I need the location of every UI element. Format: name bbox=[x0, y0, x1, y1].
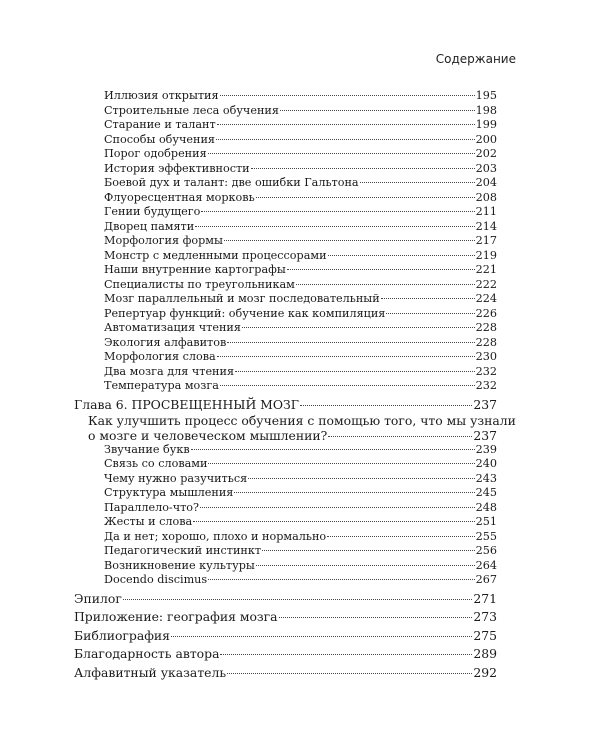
toc-entry-title: Боевой дух и талант: две ошибки Гальтона bbox=[104, 176, 359, 189]
dot-leader bbox=[327, 536, 474, 537]
toc-entry-title: Звучание букв bbox=[104, 442, 190, 456]
toc-entry[interactable] bbox=[0, 350, 600, 365]
dot-leader bbox=[208, 153, 475, 154]
toc-entry-title: Способы обучения bbox=[104, 132, 215, 146]
toc-entry[interactable] bbox=[0, 559, 600, 574]
dot-leader bbox=[242, 327, 475, 328]
toc-entry-title: Наши внутренние картографы bbox=[104, 263, 286, 276]
toc-entry-title: Иллюзия открытия bbox=[104, 89, 219, 102]
table-of-contents bbox=[0, 89, 600, 682]
toc-entry-page: 219 bbox=[475, 248, 497, 262]
toc-entry[interactable] bbox=[0, 234, 600, 249]
toc-entry-title: Благодарность автора bbox=[74, 646, 220, 661]
dot-leader bbox=[280, 110, 475, 111]
toc-entry-page: 211 bbox=[475, 205, 497, 218]
toc-entry-page: 228 bbox=[475, 335, 497, 349]
toc-entry-page: 240 bbox=[475, 457, 497, 470]
toc-entry-title: Мозг параллельный и мозг последовательный bbox=[104, 292, 380, 305]
toc-entry[interactable] bbox=[0, 573, 600, 588]
dot-leader bbox=[123, 599, 473, 600]
toc-chapter-intro-entry[interactable] bbox=[0, 413, 600, 443]
dot-leader bbox=[248, 478, 474, 479]
toc-entry[interactable] bbox=[0, 321, 600, 336]
toc-entry-title: Эпилог bbox=[74, 590, 122, 606]
toc-entry-page: 275 bbox=[473, 627, 497, 643]
toc-entry-page: 271 bbox=[473, 590, 497, 606]
dot-leader bbox=[227, 673, 472, 674]
toc-entry-page: 273 bbox=[473, 609, 497, 624]
toc-entry[interactable] bbox=[0, 263, 600, 278]
dot-leader bbox=[386, 313, 474, 314]
toc-entry-title: Монстр с медленными процессорами bbox=[104, 248, 327, 262]
dot-leader bbox=[279, 617, 473, 618]
dot-leader bbox=[287, 269, 475, 270]
toc-entry-title: Репертуар функций: обучение как компиляция bbox=[104, 306, 386, 320]
toc-entry-page: 208 bbox=[475, 190, 497, 204]
toc-entry[interactable] bbox=[0, 162, 600, 177]
toc-entry[interactable] bbox=[0, 664, 600, 683]
toc-entry-title: Строительные леса обучения bbox=[104, 103, 279, 117]
toc-entry-title: Дворец памяти bbox=[104, 219, 195, 233]
toc-entry-page: 222 bbox=[475, 277, 497, 291]
toc-entry-title: Флуоресцентная морковь bbox=[104, 190, 255, 204]
toc-entry[interactable] bbox=[0, 147, 600, 162]
toc-chapter-entry[interactable] bbox=[0, 396, 600, 413]
toc-entry-page: 237 bbox=[473, 396, 497, 412]
running-head: Содержание bbox=[435, 52, 516, 66]
toc-entry[interactable] bbox=[0, 486, 600, 501]
dot-leader bbox=[262, 550, 475, 551]
toc-entry-page: 289 bbox=[473, 646, 497, 661]
toc-entry[interactable] bbox=[0, 544, 600, 559]
toc-entry-title: Параллело-что? bbox=[104, 500, 200, 514]
toc-entry[interactable] bbox=[0, 176, 600, 191]
toc-entry-title: Педагогический инстинкт bbox=[104, 544, 262, 557]
toc-entry-title: Алфавитный указатель bbox=[74, 664, 227, 680]
toc-entry[interactable] bbox=[0, 443, 600, 458]
toc-entry-title: Старание и талант bbox=[104, 118, 216, 131]
dot-leader bbox=[216, 139, 475, 140]
toc-entry-page: 217 bbox=[475, 234, 497, 247]
dot-leader bbox=[300, 405, 472, 406]
toc-entry-page: 255 bbox=[475, 529, 497, 543]
toc-entry[interactable] bbox=[0, 249, 600, 264]
toc-entry-title: Жесты и слова bbox=[104, 515, 193, 528]
toc-entry[interactable] bbox=[0, 645, 600, 664]
toc-entry-page: 195 bbox=[475, 89, 497, 102]
toc-entry-title: Глава 6. ПРОСВЕЩЕННЫЙ МОЗГ bbox=[74, 396, 299, 412]
toc-entry-title-line2: о мозге и человеческом мышлении? bbox=[88, 427, 328, 443]
toc-entry[interactable] bbox=[0, 379, 600, 394]
dot-leader bbox=[256, 197, 475, 198]
toc-entry[interactable] bbox=[0, 292, 600, 307]
toc-entry[interactable] bbox=[0, 365, 600, 380]
toc-entry-title: Два мозга для чтения bbox=[104, 364, 235, 378]
dot-leader bbox=[256, 565, 475, 566]
toc-entry-page: 230 bbox=[475, 350, 497, 363]
dot-leader bbox=[234, 492, 474, 493]
toc-entry-title: Связь со словами bbox=[104, 457, 208, 470]
toc-entry-page: 200 bbox=[475, 132, 497, 146]
toc-entry-title: Гении будущего bbox=[104, 205, 201, 218]
dot-leader bbox=[224, 240, 475, 241]
dot-leader bbox=[200, 507, 475, 508]
toc-entry-title-line1: Как улучшить процесс обучения с помощью того, что мы узнали bbox=[88, 412, 516, 428]
toc-entry-title: Docendo discimus bbox=[104, 573, 208, 586]
toc-section-list bbox=[0, 443, 600, 588]
toc-entry-title: Морфология слова bbox=[104, 350, 216, 363]
toc-entry-page: 248 bbox=[475, 500, 497, 514]
dot-leader bbox=[217, 356, 475, 357]
toc-entry-title: История эффективности bbox=[104, 161, 250, 175]
toc-entry-page: 243 bbox=[475, 471, 497, 485]
toc-entry[interactable] bbox=[0, 472, 600, 487]
dot-leader bbox=[235, 371, 475, 372]
toc-entry[interactable] bbox=[0, 220, 600, 235]
toc-entry-page: 267 bbox=[475, 573, 497, 586]
dot-leader bbox=[193, 521, 474, 522]
dot-leader bbox=[220, 95, 475, 96]
toc-entry-page: 232 bbox=[475, 364, 497, 378]
dot-leader bbox=[360, 182, 475, 183]
toc-entry-title: Библиография bbox=[74, 627, 170, 643]
toc-entry-title: Приложение: география мозга bbox=[74, 609, 278, 624]
dot-leader bbox=[227, 342, 474, 343]
dot-leader bbox=[191, 449, 475, 450]
dot-leader bbox=[220, 385, 475, 386]
toc-entry-page: 264 bbox=[475, 558, 497, 572]
toc-entry[interactable] bbox=[0, 104, 600, 119]
toc-entry-title: Экология алфавитов bbox=[104, 335, 227, 349]
toc-entry[interactable] bbox=[0, 89, 600, 104]
toc-entry-page: 256 bbox=[475, 544, 497, 557]
toc-entry[interactable] bbox=[0, 627, 600, 646]
dot-leader bbox=[381, 298, 475, 299]
toc-entry-page: 199 bbox=[475, 118, 497, 131]
toc-entry-page: 214 bbox=[475, 219, 497, 233]
toc-entry-page: 251 bbox=[475, 515, 497, 528]
toc-entry-title: Да и нет; хорошо, плохо и нормально bbox=[104, 529, 327, 543]
toc-entry-page: 204 bbox=[475, 176, 497, 189]
toc-entry-page: 232 bbox=[475, 379, 497, 392]
toc-entry-title: Специалисты по треугольникам bbox=[104, 277, 295, 291]
toc-entry[interactable] bbox=[0, 515, 600, 530]
toc-section-list bbox=[0, 89, 600, 394]
toc-entry-title: Возникновение культуры bbox=[104, 558, 255, 572]
toc-entry[interactable] bbox=[0, 191, 600, 206]
toc-entry-page: 224 bbox=[475, 292, 497, 305]
toc-entry-page: 228 bbox=[475, 321, 497, 334]
toc-entry[interactable] bbox=[0, 278, 600, 293]
dot-leader bbox=[328, 255, 475, 256]
toc-entry-page: 203 bbox=[475, 161, 497, 175]
dot-leader bbox=[296, 284, 475, 285]
toc-back-matter-list bbox=[0, 590, 600, 683]
toc-entry-title: Температура мозга bbox=[104, 379, 219, 392]
toc-entry[interactable] bbox=[0, 133, 600, 148]
dot-leader bbox=[208, 579, 475, 580]
toc-entry[interactable] bbox=[0, 530, 600, 545]
toc-entry-title: Порог одобрения bbox=[104, 147, 207, 160]
toc-entry-page: 237 bbox=[473, 427, 497, 443]
dot-leader bbox=[201, 211, 474, 212]
toc-entry-page: 221 bbox=[475, 263, 497, 276]
toc-entry-page: 239 bbox=[475, 442, 497, 456]
dot-leader bbox=[328, 436, 472, 437]
toc-entry[interactable] bbox=[0, 307, 600, 322]
toc-entry[interactable] bbox=[0, 118, 600, 133]
dot-leader bbox=[195, 226, 474, 227]
dot-leader bbox=[220, 654, 472, 655]
toc-entry[interactable] bbox=[0, 205, 600, 220]
toc-entry-title: Морфология формы bbox=[104, 234, 223, 247]
toc-entry[interactable] bbox=[0, 501, 600, 516]
toc-entry-page: 202 bbox=[475, 147, 497, 160]
toc-entry[interactable] bbox=[0, 608, 600, 627]
toc-entry-page: 226 bbox=[475, 306, 497, 320]
toc-entry-page: 292 bbox=[473, 664, 497, 680]
toc-entry-title: Чему нужно разучиться bbox=[104, 471, 248, 485]
toc-entry[interactable] bbox=[0, 590, 600, 609]
toc-entry[interactable] bbox=[0, 457, 600, 472]
toc-entry-page: 245 bbox=[475, 486, 497, 499]
toc-entry-title: Автоматизация чтения bbox=[104, 321, 241, 334]
dot-leader bbox=[208, 463, 474, 464]
toc-entry-title: Структура мышления bbox=[104, 486, 234, 499]
dot-leader bbox=[217, 124, 475, 125]
dot-leader bbox=[251, 168, 475, 169]
dot-leader bbox=[171, 636, 472, 637]
toc-entry-page: 198 bbox=[475, 103, 497, 117]
toc-entry[interactable] bbox=[0, 336, 600, 351]
